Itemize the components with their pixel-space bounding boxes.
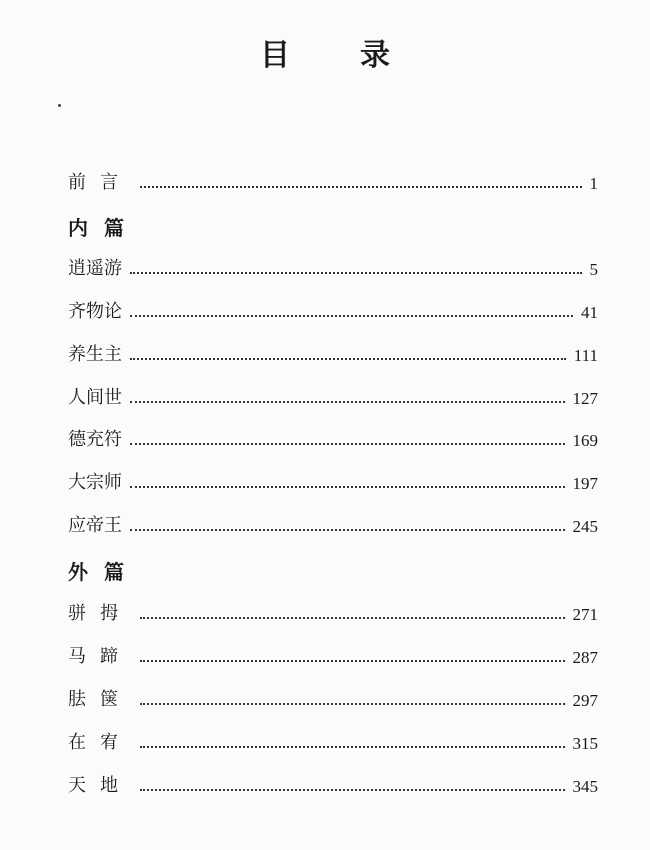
dot-leader xyxy=(130,486,565,488)
dot-leader xyxy=(130,443,565,445)
toc-entry[interactable] xyxy=(68,340,598,366)
toc-entry[interactable] xyxy=(68,642,598,668)
toc-entry-label: 前言 xyxy=(68,172,132,193)
toc-entry[interactable] xyxy=(68,728,598,754)
toc-entry-preface[interactable] xyxy=(68,168,598,194)
toc-entry-label: 胠箧 xyxy=(68,689,132,710)
toc-entry-label: 应帝王 xyxy=(68,515,122,536)
dot-leader xyxy=(130,529,565,531)
dot-leader xyxy=(140,186,582,188)
toc-entry[interactable] xyxy=(68,254,598,280)
section-heading-inner: 内篇 xyxy=(68,216,140,240)
toc-entry-page: 169 xyxy=(572,431,598,450)
toc-entry[interactable] xyxy=(68,685,598,711)
page-title xyxy=(0,30,650,74)
toc-entry-label: 人间世 xyxy=(68,387,122,408)
title-char-2: 录 xyxy=(360,38,390,73)
toc-entry[interactable] xyxy=(68,425,598,451)
toc-entry[interactable] xyxy=(68,297,598,323)
dot-leader xyxy=(140,617,565,619)
toc-entry-page: 245 xyxy=(572,517,598,536)
toc-entry-label: 天地 xyxy=(68,775,132,796)
dot-leader xyxy=(140,746,565,748)
toc-entry-page: 287 xyxy=(572,648,598,667)
dot-leader xyxy=(140,789,565,791)
toc-entry-label: 在宥 xyxy=(68,732,132,753)
section-heading-outer: 外篇 xyxy=(68,560,140,584)
toc-entry-label: 养生主 xyxy=(68,344,122,365)
toc-entry-label: 马蹄 xyxy=(68,646,132,667)
toc-entry-page: 1 xyxy=(589,174,598,193)
toc-entry[interactable] xyxy=(68,599,598,625)
toc-entry[interactable] xyxy=(68,511,598,537)
toc-entry-page: 345 xyxy=(572,777,598,796)
dot-leader xyxy=(130,401,565,403)
toc-entry-label: 德充符 xyxy=(68,429,122,450)
toc-entry-page: 197 xyxy=(572,474,598,493)
dot-leader xyxy=(140,703,565,705)
toc-entry-page: 271 xyxy=(572,605,598,624)
toc-entry-label: 齐物论 xyxy=(68,301,122,322)
print-speck xyxy=(58,104,61,107)
toc-entry[interactable] xyxy=(68,383,598,409)
toc-entry-page: 127 xyxy=(572,389,598,408)
toc-entry-page: 297 xyxy=(572,691,598,710)
toc-entry-page: 5 xyxy=(589,260,598,279)
dot-leader xyxy=(140,660,565,662)
dot-leader xyxy=(130,272,582,274)
toc-entry-page: 315 xyxy=(572,734,598,753)
dot-leader xyxy=(130,358,566,360)
toc-entry-label: 逍遥游 xyxy=(68,258,122,279)
toc-entry-page: 41 xyxy=(581,303,598,322)
toc-entry-page: 111 xyxy=(573,346,598,365)
title-char-1: 目 xyxy=(260,38,290,73)
dot-leader xyxy=(130,315,573,317)
toc-entry[interactable] xyxy=(68,468,598,494)
toc-entry-label: 骈拇 xyxy=(68,603,132,624)
toc-entry[interactable] xyxy=(68,771,598,797)
toc-entry-label: 大宗师 xyxy=(68,472,122,493)
